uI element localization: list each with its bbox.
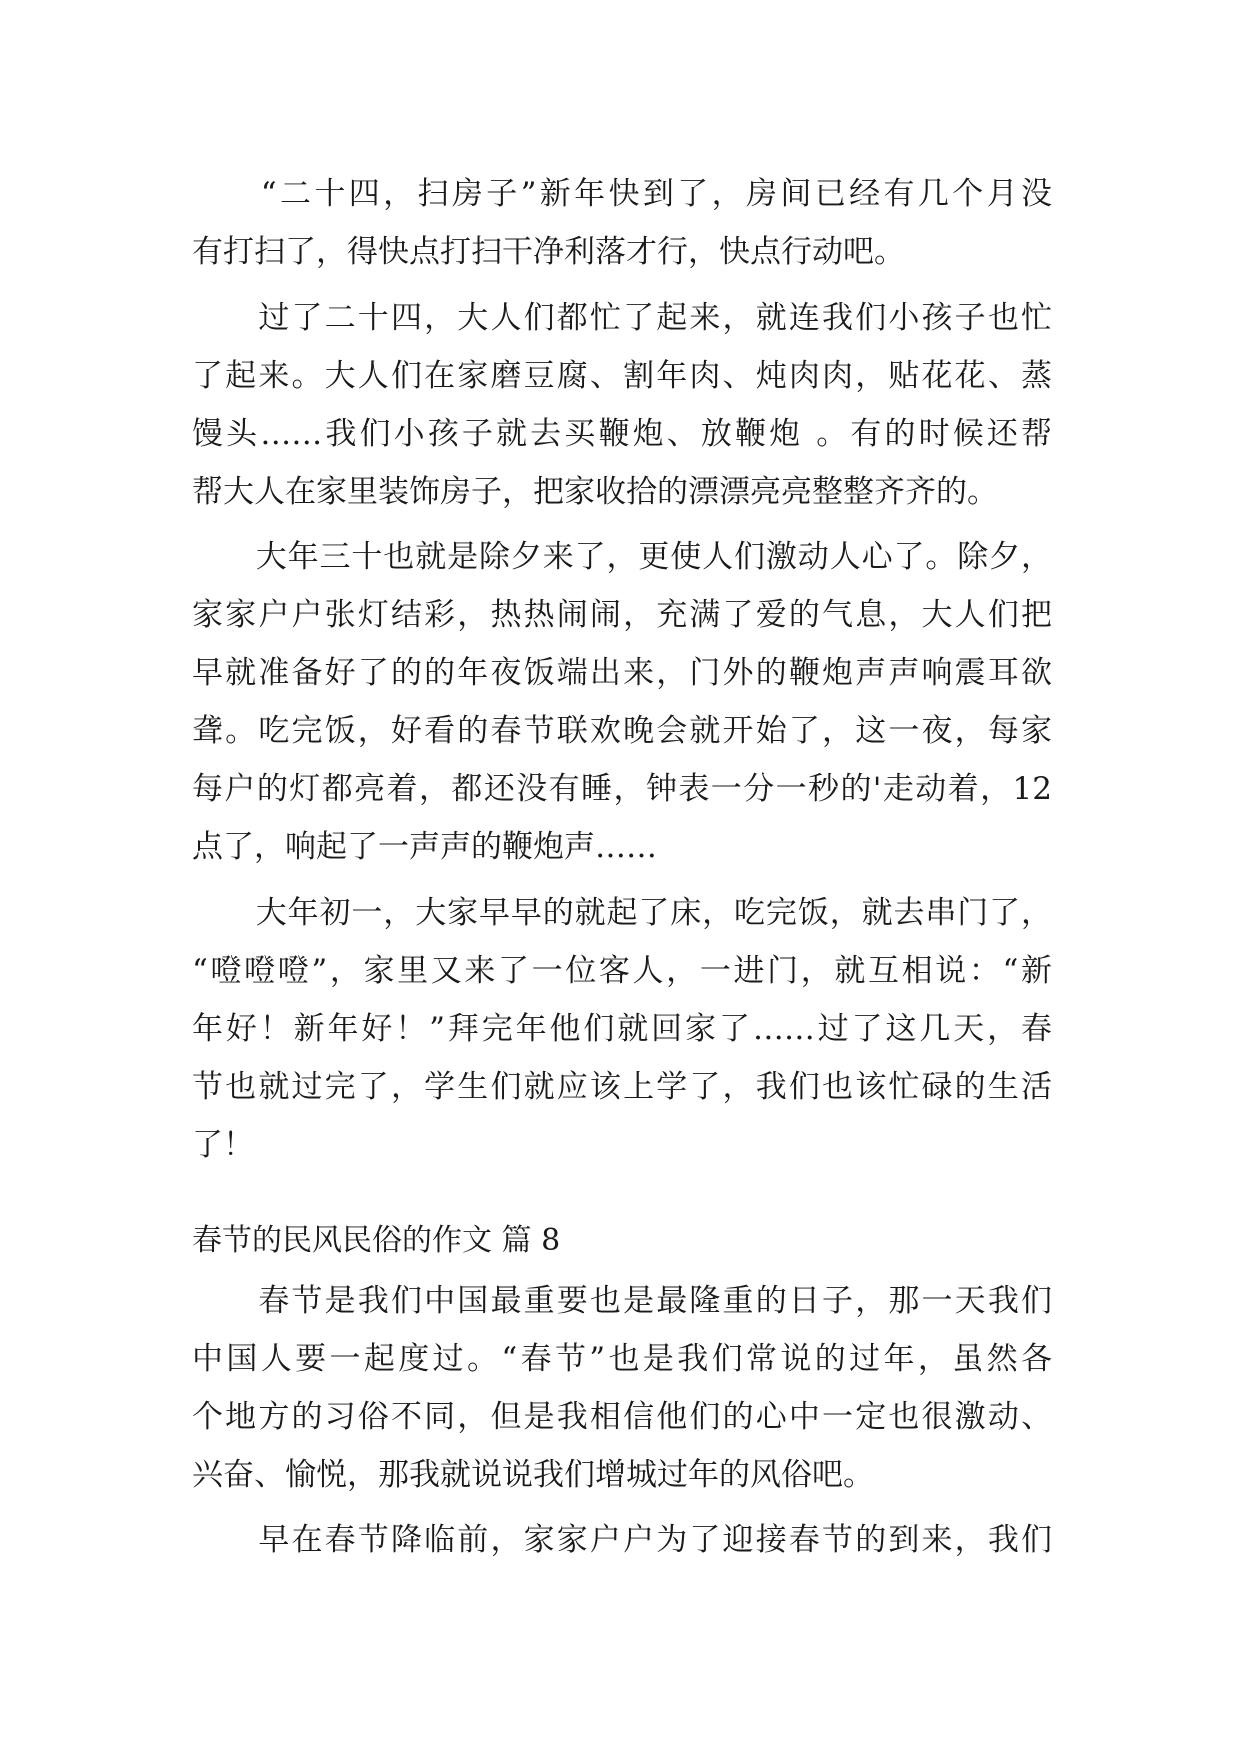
paragraph-line: 早就准备好了的的年夜饭端出来，门外的鞭炮声声响震耳欲 <box>192 655 1052 691</box>
paragraph-line: 点了，响起了一声声的鞭炮声…… <box>192 829 657 865</box>
paragraph-line: 家家户户张灯结彩，热热闹闹，充满了爱的气息，大人们把 <box>192 597 1052 633</box>
paragraph-line: 过了二十四，大人们都忙了起来，就连我们小孩子也忙 <box>192 300 1052 336</box>
paragraph-line: 大年初一，大家早早的就起了床，吃完饭，就去串门了， <box>192 895 1052 931</box>
paragraph-line: 有打扫了，得快点打扫干净利落才行，快点行动吧。 <box>192 234 905 270</box>
paragraph-line: 中国人要一起度过。“春节”也是我们常说的过年，虽然各 <box>192 1341 1052 1377</box>
paragraph-line: 兴奋、愉悦，那我就说说我们增城过年的风俗吧。 <box>192 1457 874 1493</box>
paragraph-line: 帮大人在家里装饰房子，把家收拾的漂漂亮亮整整齐齐的。 <box>192 474 998 510</box>
paragraph-line: 个地方的习俗不同，但是我相信他们的心中一定也很激动、 <box>192 1399 1052 1435</box>
paragraph-line: 大年三十也就是除夕来了，更使人们激动人心了。除夕， <box>192 539 1052 575</box>
paragraph-line: 每户的灯都亮着，都还没有睡，钟表一分一秒的'走动着，12 <box>192 771 1052 807</box>
paragraph-line: 了起来。大人们在家磨豆腐、割年肉、炖肉肉，贴花花、蒸 <box>192 358 1052 394</box>
paragraph-line: 聋。吃完饭，好看的春节联欢晚会就开始了，这一夜，每家 <box>192 713 1052 749</box>
paragraph-line: 馒头……我们小孩子就去买鞭炮、放鞭炮 。有的时候还帮 <box>192 416 1052 452</box>
paragraph-line: “噔噔噔”，家里又来了一位客人，一进门，就互相说：“新 <box>192 953 1052 989</box>
paragraph-line: 了！ <box>192 1127 254 1163</box>
paragraph-line: 春节是我们中国最重要也是最隆重的日子，那一天我们 <box>192 1283 1052 1319</box>
paragraph-line: 早在春节降临前，家家户户为了迎接春节的到来，我们 <box>192 1522 1052 1558</box>
paragraph-line: 年好！新年好！”拜完年他们就回家了……过了这几天，春 <box>192 1011 1052 1047</box>
paragraph-line: 节也就过完了，学生们就应该上学了，我们也该忙碌的生活 <box>192 1069 1052 1105</box>
section-heading: 春节的民风民俗的作文 篇 8 <box>192 1223 561 1258</box>
paragraph-line: “二十四，扫房子”新年快到了，房间已经有几个月没 <box>192 176 1052 212</box>
